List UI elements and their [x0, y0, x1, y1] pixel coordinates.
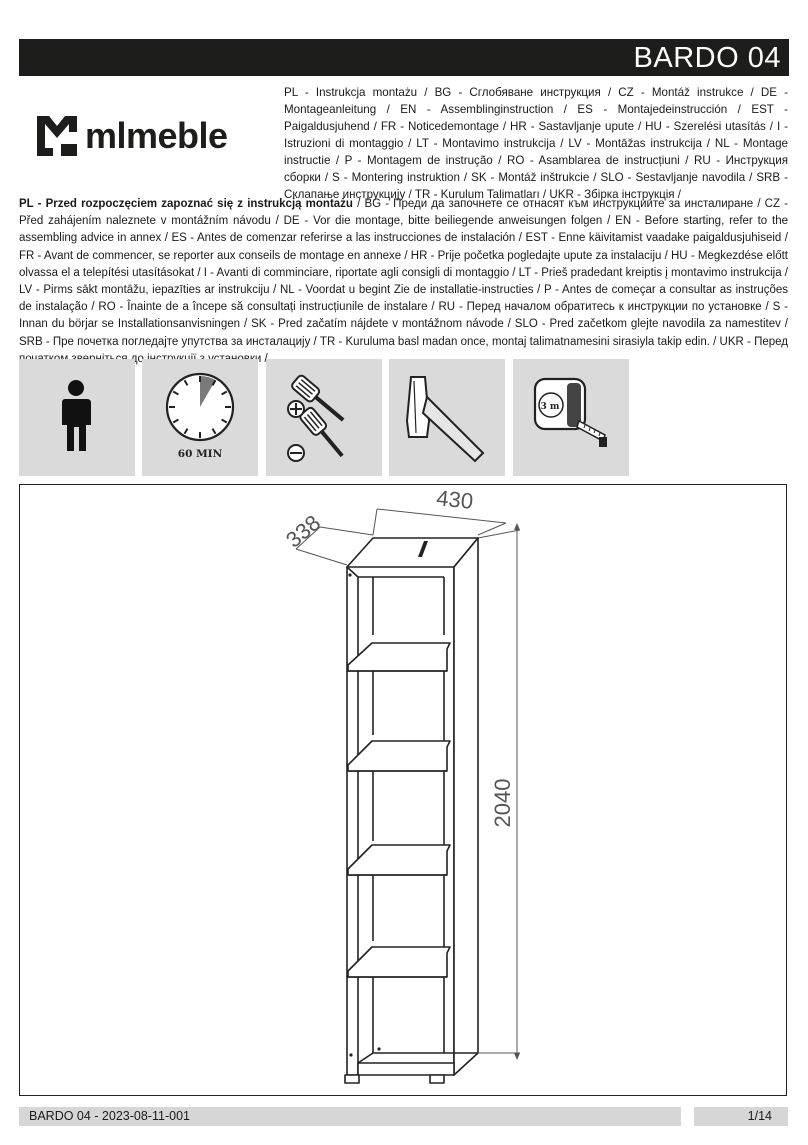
instruction-languages: PL - Instrukcja montażu / BG - Сглобяване инструкция / CZ - Montáž instrukce / DE - Montageanleitung / EN - Assemblinginstruction / ES - Montajedeinstrucción / EST - Paigaldusjuhend / FR - Noticedemontage / HR - Sastavljanje upute / HU - Szerelési utasítás / I - Istruzioni di montaggio / LT - Montavimo instrukcija / LV - Montāžas instrukcija / NL - Montage instructie / P - Montagem de instrução / RO - Asamblarea de instrucțiuni / RU - Инструкция сборки / S - Montering instruktion / SK - Montáž inštrukcie / SLO - Sestavljanje navodila / SRB - Склапање инструкцију / TR - Kurulum Talimatları / UKR - Збірка інструкція / [284, 86, 788, 201]
tool-time [142, 359, 258, 476]
tool-tape-measure [513, 359, 629, 476]
footer-doc-code [19, 1107, 681, 1126]
footer-page [694, 1107, 788, 1126]
time-label: 60 MIN [177, 448, 223, 460]
hammer-icon [389, 359, 505, 476]
title-bar [19, 39, 789, 76]
brand-name: mlmeble [85, 115, 228, 156]
intro-rest: / BG - Преди да започнете се отнасят към инструкциите за инсталиране / CZ - Před zahájením naleznete v montážním návodu / DE - Vor die montage, bitte beiliegende anweisungen folgen / EN - Before starting, refer to the assembling advice in annex / ES - Antes de comenzar referirse a las instrucciones de instalación / EST - Enne käivitamist vaadake paigaldusjuhiseid / FR - Avant de commencer, se reporter aux conseils de montage en annexe / HR - Prije početka pogledajte upute za instalaciju / HU - Megkezdése előtt olvassa el a telepítési utasításokat / I - Avanti di comminciare, riportate agli consigli di montaggio / LT - Prieš pradedant kreiptis į montavimo instrukcija / LV - Pirms sākt montāžu, iepazīties ar instrukciju / NL - Voordat u begint Zie de installatie-instructies / P - Antes de começar a consultar as instruções de instalação / RO - Înainte de a începe să consultați instrucțiunile de instalare / RU - Перед началом обратитесь к инструкции по установке / S - Innan du börjar se Installationsanvisningen / SK - Pred začatím nájdete v montážnom návode / SLO - Pred začetkom glejte navodila za namestitev / SRB - Пре почетка погледајте упутства за инсталацију / TR - Kuruluma basl madan once, montaj talimatnamesini sirasiyla takip edin. / UKR - Перед до [19, 198, 788, 365]
intro-paragraph [19, 196, 788, 368]
assembly-drawing [19, 484, 787, 1096]
logo-mark-icon [35, 114, 79, 158]
tape-label: 3 m [540, 402, 560, 412]
intro-lead: PL - Przed rozpoczęciem zapoznać się z instrukcją montażu [19, 198, 353, 210]
brand-logo [35, 114, 275, 160]
page-number: 1/14 [747, 1109, 772, 1123]
product-title: BARDO 04 [633, 42, 781, 74]
tool-person [19, 359, 135, 476]
height-dimension: 2040 [490, 778, 515, 828]
person-icon [19, 359, 135, 476]
screwdrivers-icon [266, 359, 382, 476]
doc-code: BARDO 04 - 2023-08-11-001 [29, 1109, 190, 1123]
depth-dimension: 338 [281, 509, 326, 553]
width-dimension-line [377, 509, 506, 523]
tool-hammer [389, 359, 505, 476]
tool-screwdrivers [266, 359, 382, 476]
bookcase-drawing [20, 485, 788, 1097]
tape-measure-icon [513, 359, 629, 476]
width-dimension: 430 [435, 485, 475, 514]
clock-icon [142, 359, 258, 476]
